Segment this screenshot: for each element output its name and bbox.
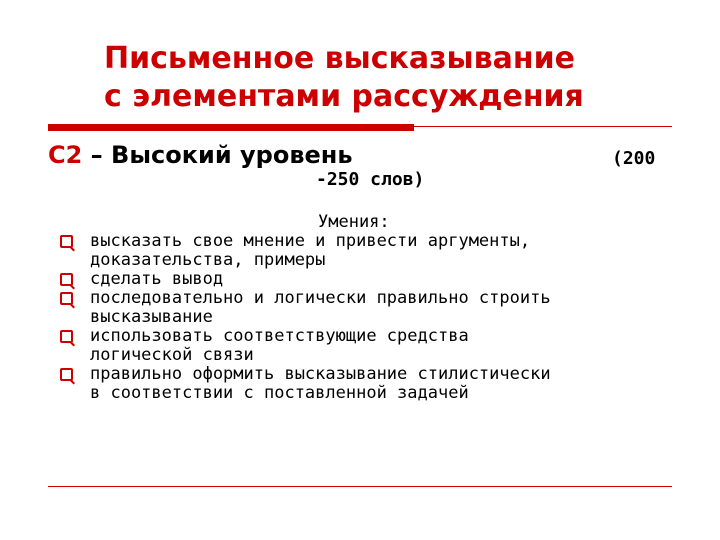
level-code: С2: [48, 141, 83, 169]
checkbox-bullet-icon: [60, 368, 73, 381]
slide-title: [104, 40, 664, 116]
checkbox-bullet-icon: [60, 292, 73, 305]
level-heading: [48, 140, 353, 170]
list-item: [60, 270, 690, 289]
list-item-text: последовательно и логически правильно строить высказывание: [90, 288, 551, 327]
checkbox-bullet-icon: [60, 235, 73, 248]
list-item: [60, 365, 690, 403]
level-label: – Высокий уровень: [82, 141, 353, 169]
word-range-end: -250 слов): [316, 169, 425, 190]
slide-title-line-1: Письменное высказывание: [104, 41, 575, 76]
slide-title-line-2: с элементами рассуждения: [104, 79, 584, 114]
skills-heading: Умения:: [318, 212, 390, 232]
word-range-start: (200: [612, 148, 656, 169]
list-item: [60, 327, 690, 365]
list-item: [60, 289, 690, 327]
list-item-text: использовать соответствующие средства логической связи: [90, 326, 469, 365]
title-underline-thin: [414, 126, 672, 127]
list-item-text: сделать вывод: [90, 269, 224, 289]
skills-list: [60, 232, 690, 403]
checkbox-bullet-icon: [60, 330, 73, 343]
bottom-divider: [48, 486, 672, 487]
title-underline-thick: [48, 124, 414, 131]
list-item: [60, 232, 690, 270]
list-item-text: высказать свое мнение и привести аргументы, доказательства, примеры: [90, 231, 531, 270]
checkbox-bullet-icon: [60, 273, 73, 286]
list-item-text: правильно оформить высказывание стилистически в соответствии с поставленной задачей: [90, 364, 551, 403]
